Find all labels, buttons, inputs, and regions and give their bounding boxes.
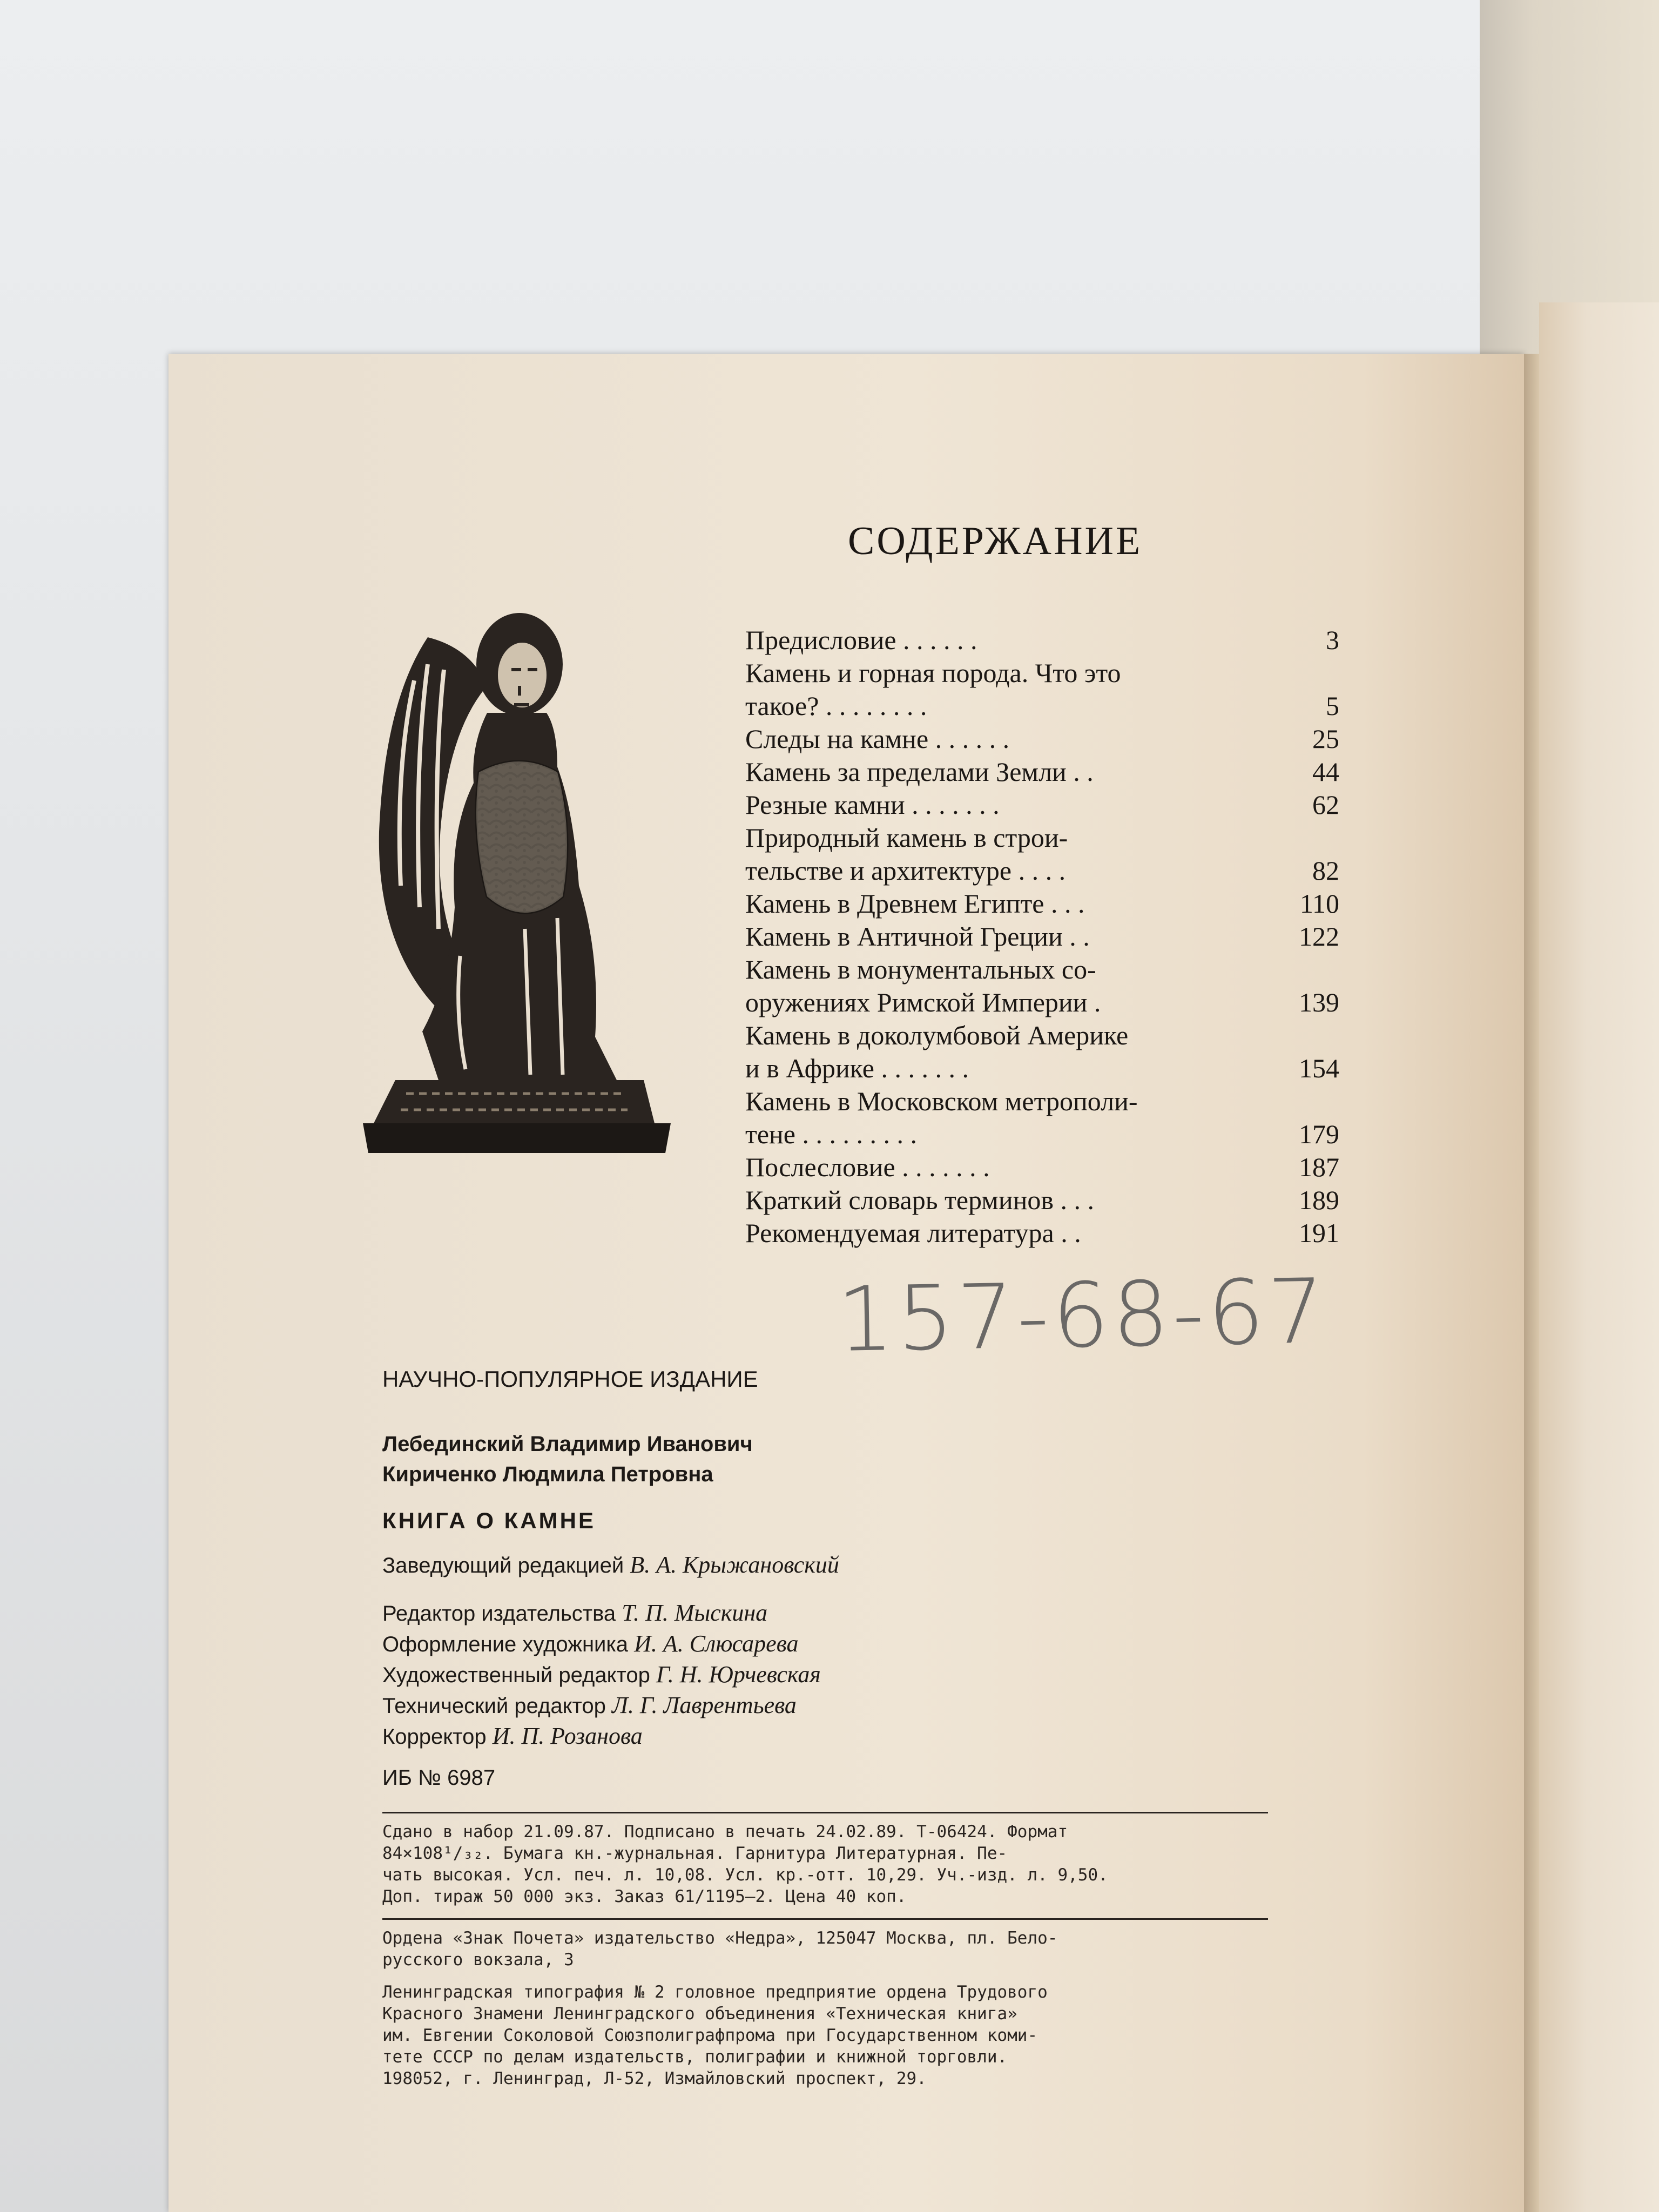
toc-entry-page: 3 <box>1326 625 1339 655</box>
toc-entry-page: 187 <box>1299 1152 1339 1182</box>
facing-page <box>1539 302 1659 2212</box>
printer-info: Ленинградская типография № 2 головное предприятие ордена Трудового Красного Знамени Ленинградского объединения «Техническая книга» им. Евгении Соколовой Союзполиграфпрома при Государственном коми- тете СССР по делам издательств, полиграфии и книжной торговли. 198052, г. Ленинград, Л-52, Измайловский проспект, 29. <box>382 1982 1048 2088</box>
credit-role: Заведующий редакцией <box>382 1554 624 1577</box>
page-edge <box>1524 354 1539 2212</box>
credit-role: Корректор <box>382 1725 487 1749</box>
toc-entry <box>745 723 1339 756</box>
toc-entry-title: Камень в доколумбовой Америке и в Африке . . . . . . . <box>745 1020 1129 1083</box>
table-of-contents <box>745 624 1339 1250</box>
toc-entry-page: 44 <box>1312 757 1339 787</box>
winged-sphinx-illustration <box>363 605 671 1153</box>
publisher-info: Ордена «Знак Почета» издательство «Недра», 125047 Москва, пл. Бело- русского вокзала, 3 <box>382 1928 1058 1970</box>
credit-head-editor <box>382 1550 1311 1581</box>
credit-role: Оформление художника <box>382 1633 629 1656</box>
toc-entry <box>745 756 1339 788</box>
credits-list <box>382 1598 1311 1752</box>
toc-entry <box>745 1151 1339 1184</box>
credit-line <box>382 1721 1311 1752</box>
credit-name: Л. Г. Лаврентьева <box>612 1692 797 1718</box>
toc-entry-title: Камень в монументальных со- оружениях Римской Империи . <box>745 954 1101 1017</box>
toc-entry <box>745 953 1339 1019</box>
toc-entry-title: Камень и горная порода. Что это такое? . . . . . . . . <box>745 658 1121 721</box>
credit-role: Художественный редактор <box>382 1663 650 1687</box>
toc-entry-page: 189 <box>1299 1185 1339 1215</box>
toc-entry-title: Рекомендуемая литература . . <box>745 1218 1081 1248</box>
toc-entry-title: Камень в Древнем Египте . . . <box>745 888 1085 919</box>
print-details: Сдано в набор 21.09.87. Подписано в печать 24.02.89. Т-06424. Формат 84×108¹/₃₂. Бумага кн.-журнальная. Гарнитура Литературная. Пе- чать высокая. Усл. печ. л. 10,08. Усл. кр.-отт. 10,29. Уч.-изд. л. 9,50. Доп. тираж 50 000 экз. Заказ 61/1195—2. Цена 40 коп. <box>382 1822 1108 1906</box>
toc-entry <box>745 657 1339 723</box>
divider <box>382 1918 1268 1920</box>
toc-entry-title: Камень в Античной Греции . . <box>745 921 1090 952</box>
toc-entry-title: Краткий словарь терминов . . . <box>745 1185 1095 1215</box>
toc-entry-page: 62 <box>1312 790 1339 820</box>
credit-name: Т. П. Мыскина <box>622 1600 768 1626</box>
toc-entry <box>745 1184 1339 1217</box>
toc-entry-page: 154 <box>1299 1053 1339 1083</box>
credit-name: В. А. Крыжановский <box>630 1552 839 1578</box>
toc-entry-title: Камень за пределами Земли . . <box>745 757 1094 787</box>
credit-name: И. П. Розанова <box>492 1723 643 1749</box>
toc-entry <box>745 1019 1339 1085</box>
credit-role: Технический редактор <box>382 1694 606 1718</box>
toc-entry-title: Резные камни . . . . . . . <box>745 790 1000 820</box>
handwritten-note: 157-68-67 <box>836 1259 1328 1372</box>
toc-entry-page: 139 <box>1299 987 1339 1017</box>
credit-role: Редактор издательства <box>382 1602 616 1626</box>
imprint-block <box>382 1366 1311 2100</box>
toc-entry-title: Камень в Московском метрополи- тене . . . . . . . . . <box>745 1086 1138 1149</box>
toc-entry-title: Послесловие . . . . . . . <box>745 1152 990 1182</box>
credit-line <box>382 1660 1311 1690</box>
toc-entry-page: 179 <box>1299 1119 1339 1149</box>
divider <box>382 1812 1268 1813</box>
toc-entry <box>745 624 1339 657</box>
author-name: Кириченко Людмила Петровна <box>382 1462 713 1486</box>
credit-line <box>382 1598 1311 1629</box>
toc-entry-page: 5 <box>1326 691 1339 721</box>
toc-entry <box>745 788 1339 821</box>
toc-entry-page: 191 <box>1299 1218 1339 1248</box>
toc-entry <box>745 920 1339 953</box>
toc-entry-title: Предисловие . . . . . . <box>745 625 977 655</box>
toc-entry-page: 122 <box>1299 921 1339 952</box>
toc-entry-title: Следы на камне . . . . . . <box>745 724 1010 754</box>
toc-entry <box>745 1217 1339 1250</box>
ib-number: ИБ № 6987 <box>382 1766 496 1790</box>
edition-type: НАУЧНО-ПОПУЛЯРНОЕ ИЗДАНИЕ <box>382 1366 758 1392</box>
credit-name: И. А. Слюсарева <box>634 1630 799 1657</box>
book-title: КНИГА О КАМНЕ <box>382 1508 596 1533</box>
credit-name: Г. Н. Юрчевская <box>656 1661 821 1688</box>
author-name: Лебединский Владимир Иванович <box>382 1432 753 1456</box>
toc-entry-title: Природный камень в строи- тельстве и архитектуре . . . . <box>745 822 1068 886</box>
credit-line <box>382 1690 1311 1721</box>
toc-entry-page: 110 <box>1299 888 1339 919</box>
toc-entry-page: 25 <box>1312 724 1339 754</box>
credit-line <box>382 1629 1311 1660</box>
toc-entry <box>745 1085 1339 1151</box>
toc-entry-page: 82 <box>1312 855 1339 886</box>
toc-entry <box>745 821 1339 887</box>
toc-heading: СОДЕРЖАНИЕ <box>848 519 1143 563</box>
toc-entry <box>745 887 1339 920</box>
